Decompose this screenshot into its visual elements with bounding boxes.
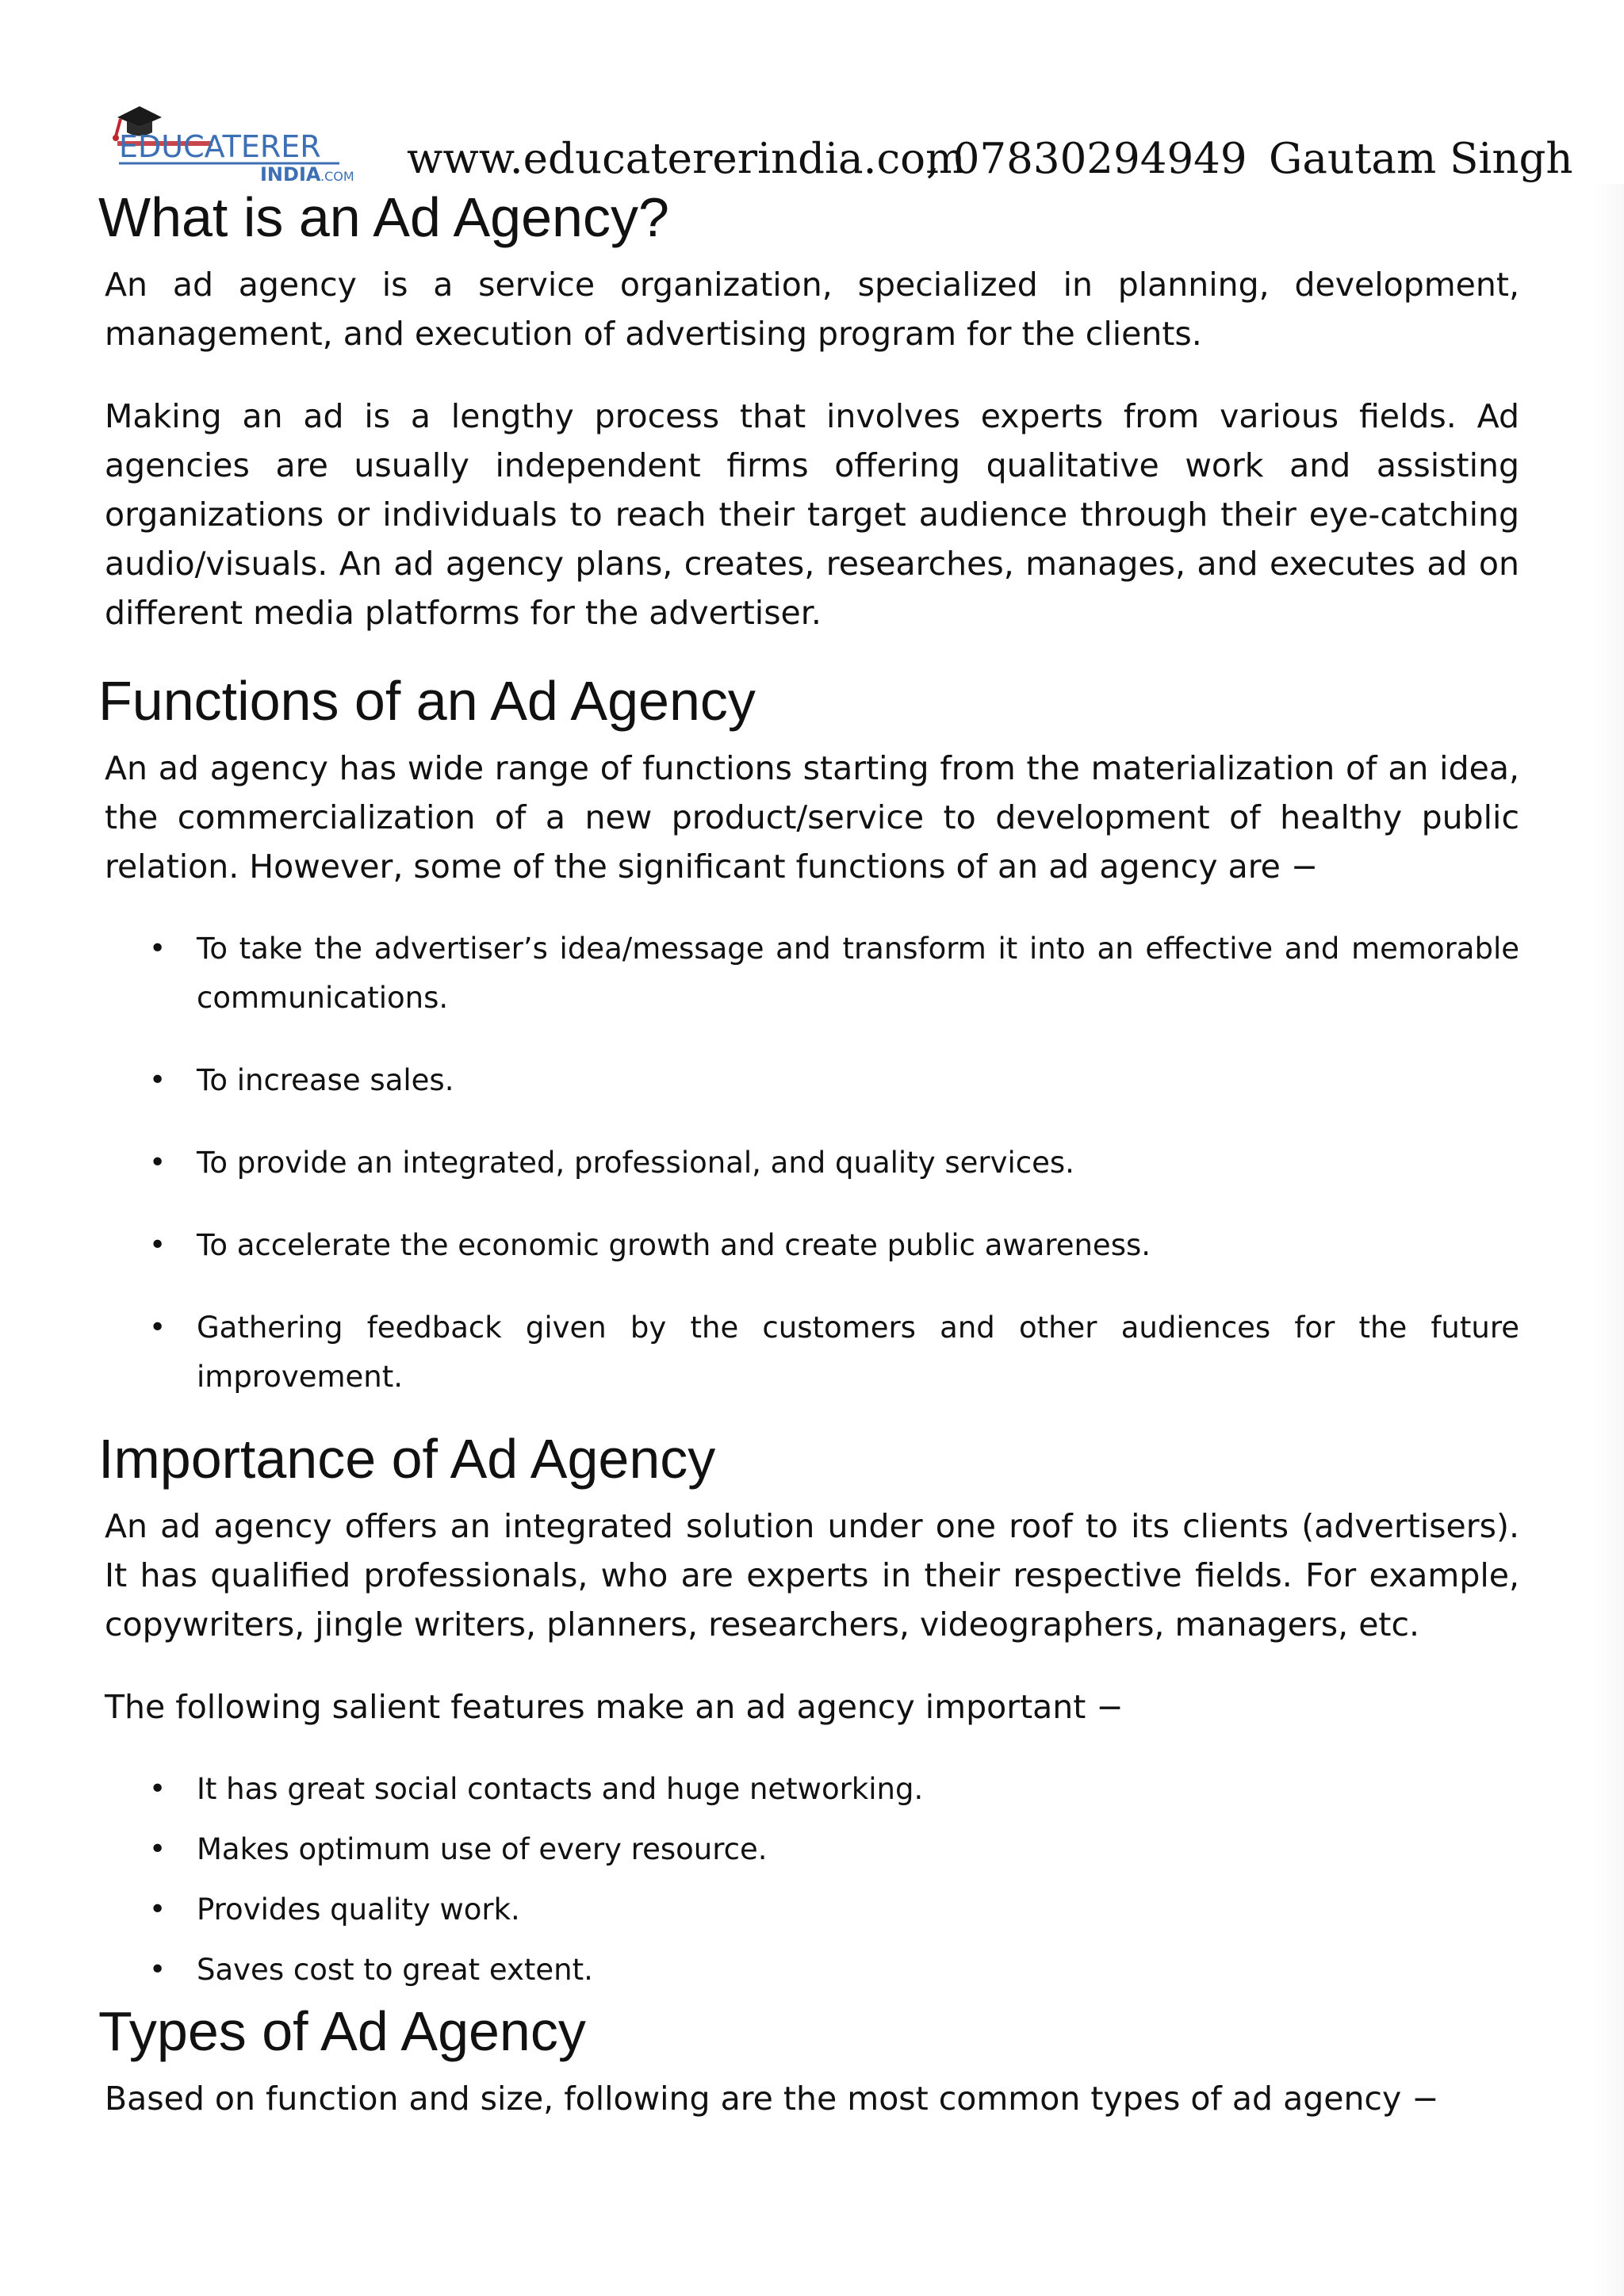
bullet-icon: • (149, 1893, 167, 1926)
svg-text:INDIA: INDIA (260, 163, 321, 184)
list-item-text: Makes optimum use of every resource. (197, 1832, 768, 1866)
page-edge-shade (1592, 184, 1624, 2296)
list-item (102, 1221, 1519, 1270)
paragraph: Making an ad is a lengthy process that involves experts from various fields. Ad agencies are usually independent firms offering qualitative work and assisting organizations or individuals to reach their target audience through their eye-catching audio/visuals. An ad agency plans, creates, researches, manages, and executes ad on different media platforms for the advertiser. (105, 397, 1519, 632)
bullet-icon: • (149, 932, 167, 965)
list-item-text: To accelerate the economic growth and create public awareness. (197, 1228, 1151, 1262)
section-functions (98, 668, 1519, 1402)
functions-list (102, 924, 1519, 1402)
list-item-text: Saves cost to great extent. (197, 1953, 593, 1987)
paragraph: Based on function and size, following are the most common types of ad agency − (105, 2080, 1439, 2118)
author-name: Gautam Singh (1269, 135, 1573, 183)
list-item (102, 1056, 1519, 1105)
educaterer-logo (102, 97, 387, 184)
bullet-icon: • (149, 1833, 167, 1866)
bullet-icon: • (149, 1229, 167, 1261)
list-item (102, 1765, 1519, 1814)
bullet-icon: • (149, 1146, 167, 1179)
paragraph: An ad agency offers an integrated solution under one roof to its clients (advertisers). It has qualified professionals, who are experts in their respective fields. For example, copywriters, jingle writers, planners, researchers, videographers, managers, etc. (105, 1507, 1519, 1644)
list-item-text: To provide an integrated, professional, and quality services. (197, 1146, 1074, 1180)
list-item (102, 1946, 1519, 1995)
bullet-icon: • (149, 1954, 167, 1986)
list-item (102, 924, 1519, 1023)
list-item (102, 1825, 1519, 1874)
section-types (98, 1998, 1519, 2123)
list-item-text: It has great social contacts and huge networking. (197, 1772, 924, 1806)
importance-list (102, 1765, 1519, 1995)
list-item (102, 1303, 1519, 1402)
document-body (98, 184, 1519, 2156)
list-item-text: To take the advertiser’s idea/message and transform it into an effective and memorable communications. (197, 932, 1519, 1015)
section-heading: What is an Ad Agency? (98, 186, 669, 248)
list-item-text: To increase sales. (197, 1063, 454, 1097)
list-item (102, 1885, 1519, 1934)
section-heading: Functions of an Ad Agency (98, 670, 756, 732)
list-item-text: Provides quality work. (197, 1892, 520, 1927)
section-what-is-ad-agency (98, 184, 1519, 637)
phone-number: , 07830294949 (926, 135, 1247, 183)
paragraph: The following salient features make an ad agency important − (105, 1688, 1124, 1726)
section-heading: Importance of Ad Agency (98, 1428, 716, 1490)
page-header (102, 97, 1573, 184)
section-heading: Types of Ad Agency (98, 2000, 586, 2062)
website-link[interactable]: www.educatererindia.com (407, 135, 966, 183)
section-importance (98, 1425, 1519, 1995)
bullet-icon: • (149, 1773, 167, 1805)
paragraph: An ad agency has wide range of functions starting from the materialization of an idea, the commercialization of a new product/service to development of healthy public relation. However, some of the significant functions of an ad agency are − (105, 749, 1519, 886)
svg-text:EDUCATERER: EDUCATERER (119, 129, 321, 164)
bullet-icon: • (149, 1064, 167, 1096)
list-item-text: Gathering feedback given by the customers and other audiences for the future improvement. (197, 1311, 1519, 1394)
svg-text:.COM: .COM (320, 169, 354, 184)
paragraph: An ad agency is a service organization, specialized in planning, development, management, and execution of advertising program for the clients. (105, 266, 1519, 353)
bullet-icon: • (149, 1311, 167, 1344)
list-item (102, 1138, 1519, 1188)
